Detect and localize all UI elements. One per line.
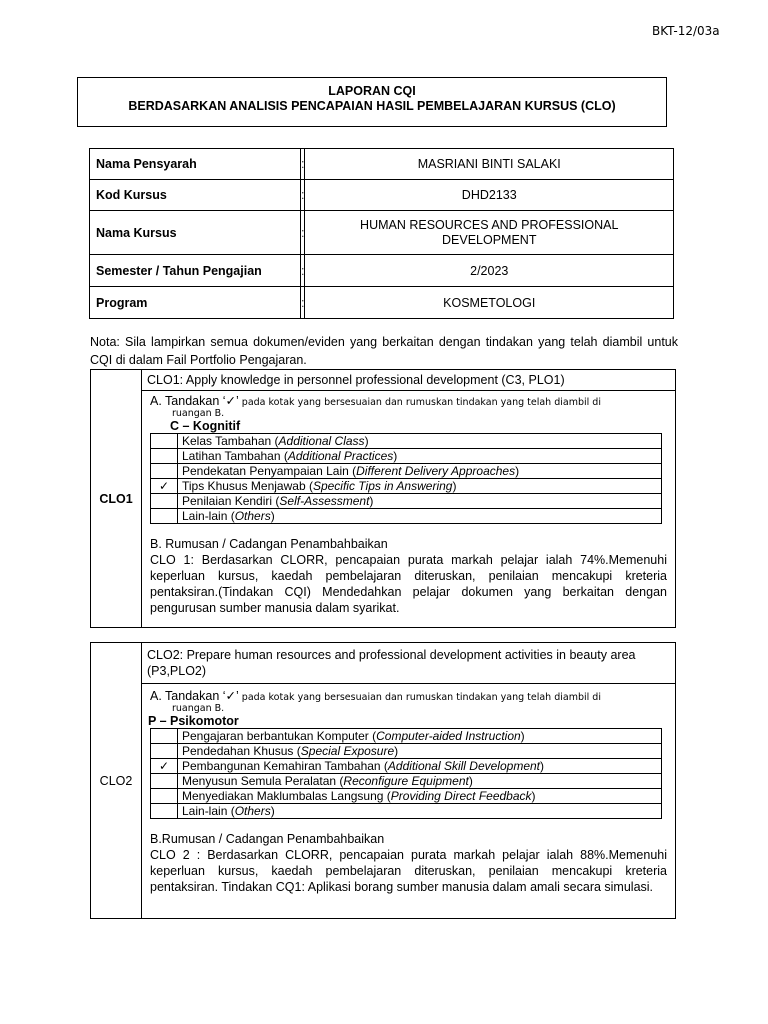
option-row [151,744,662,759]
info-value: KOSMETOLOGI [305,287,674,319]
clo2-instruction: A. Tandakan ‘✓’ pada kotak yang bersesuaian dan rumuskan tindakan yang telah diambil di ruangan B. [150,689,601,714]
option-checkbox[interactable] [151,509,178,524]
info-row-lecturer [90,149,674,180]
report-subtitle: BERDASARKAN ANALISIS PENCAPAIAN HASIL PEMBELAJARAN KURSUS (CLO) [128,99,616,113]
clo2-summary-text: CLO 2 : Berdasarkan CLORR, pencapaian purata markah pelajar ialah 88%.Memenuhi keperluan kursus, kaedah pembelajaran diteruskan, penilaian mencakupi kreteria pentaksiran. Tindakan CQ1: Aplikasi borang sumber manusia dalam amali secara simulasi. [150,848,667,894]
option-row [151,449,662,464]
option-row [151,509,662,524]
info-separator: : [301,287,305,319]
clo1-instruction: A. Tandakan ‘✓’ pada kotak yang bersesuaian dan rumuskan tindakan yang telah diambil di ruangan B. [150,394,601,419]
option-row [151,789,662,804]
clo1-domain: C – Kognitif [170,419,241,433]
option-checkbox[interactable] [151,494,178,509]
option-label: Lain-lain (Others) [178,509,662,524]
option-checkbox[interactable]: ✓ [151,479,178,494]
clo2-domain: P – Psikomotor [148,714,239,728]
option-label: Pendekatan Penyampaian Lain (Different Delivery Approaches) [178,464,662,479]
option-label: Menyusun Semula Peralatan (Reconfigure Equipment) [178,774,662,789]
option-label: Pembangunan Kemahiran Tambahan (Additional Skill Development) [178,759,662,774]
info-row-course-code [90,180,674,211]
clo1-summary-text: CLO 1: Berdasarkan CLORR, pencapaian purata markah pelajar ialah 74%.Memenuhi keperluan kursus, kaedah pembelajaran diteruskan, penilaian mencakupi kreteria pentaksiran.(Tindakan CQI) Mendedahkan pelajar dokumen yang berkaitan dengan pengurusan sumber manusia dalam syarikat. [150,553,667,615]
info-separator: : [301,255,305,287]
option-row [151,729,662,744]
clo1-options-table [150,433,662,524]
info-separator: : [301,180,305,211]
clo2-heading: CLO2: Prepare human resources and professional development activities in beauty area (P3,PLO2) [142,643,675,684]
clo1-summary-title: B. Rumusan / Cadangan Penambahbaikan [150,537,388,551]
option-checkbox[interactable] [151,804,178,819]
clo2-section [90,642,676,919]
option-row [151,464,662,479]
clo1-heading: CLO1: Apply knowledge in personnel professional development (C3, PLO1) [142,370,675,391]
course-info-table [89,148,674,319]
info-label: Semester / Tahun Pengajian [90,255,301,287]
option-label: Tips Khusus Menjawab (Specific Tips in Answering) [178,479,662,494]
clo2-options-table [150,728,662,819]
option-checkbox[interactable] [151,789,178,804]
form-code: BKT-12/03a [652,24,720,38]
option-checkbox[interactable] [151,774,178,789]
info-label: Kod Kursus [90,180,301,211]
info-label: Nama Pensyarah [90,149,301,180]
report-title-box [77,77,667,127]
option-row [151,434,662,449]
info-separator: : [301,211,305,255]
option-checkbox[interactable] [151,464,178,479]
info-label: Nama Kursus [90,211,301,255]
option-label: Lain-lain (Others) [178,804,662,819]
info-value: DHD2133 [305,180,674,211]
option-row [151,494,662,509]
option-row [151,774,662,789]
note-text: Nota: Sila lampirkan semua dokumen/eviden yang berkaitan dengan tindakan yang telah diambil untuk CQI di dalam Fail Portfolio Pengajaran. [90,335,678,367]
option-label: Latihan Tambahan (Additional Practices) [178,449,662,464]
option-checkbox[interactable] [151,729,178,744]
option-label: Menyediakan Maklumbalas Langsung (Providing Direct Feedback) [178,789,662,804]
info-label: Program [90,287,301,319]
option-row [151,804,662,819]
option-label: Pengajaran berbantukan Komputer (Computer-aided Instruction) [178,729,662,744]
option-label: Penilaian Kendiri (Self-Assessment) [178,494,662,509]
info-value: MASRIANI BINTI SALAKI [305,149,674,180]
info-row-semester [90,255,674,287]
option-checkbox[interactable] [151,449,178,464]
info-row-course-name [90,211,674,255]
option-row [151,479,662,494]
info-value: HUMAN RESOURCES AND PROFESSIONAL DEVELOPMENT [305,211,674,255]
option-checkbox[interactable] [151,434,178,449]
option-checkbox[interactable]: ✓ [151,759,178,774]
clo1-section [90,369,676,628]
option-checkbox[interactable] [151,744,178,759]
clo2-summary-title: B.Rumusan / Cadangan Penambahbaikan [150,832,385,846]
option-label: Kelas Tambahan (Additional Class) [178,434,662,449]
info-value: 2/2023 [305,255,674,287]
option-label: Pendedahan Khusus (Special Exposure) [178,744,662,759]
clo1-id: CLO1 [91,370,142,627]
report-title: LAPORAN CQI [328,84,416,98]
info-separator: : [301,149,305,180]
option-row [151,759,662,774]
clo2-id: CLO2 [91,643,142,918]
info-row-program [90,287,674,319]
